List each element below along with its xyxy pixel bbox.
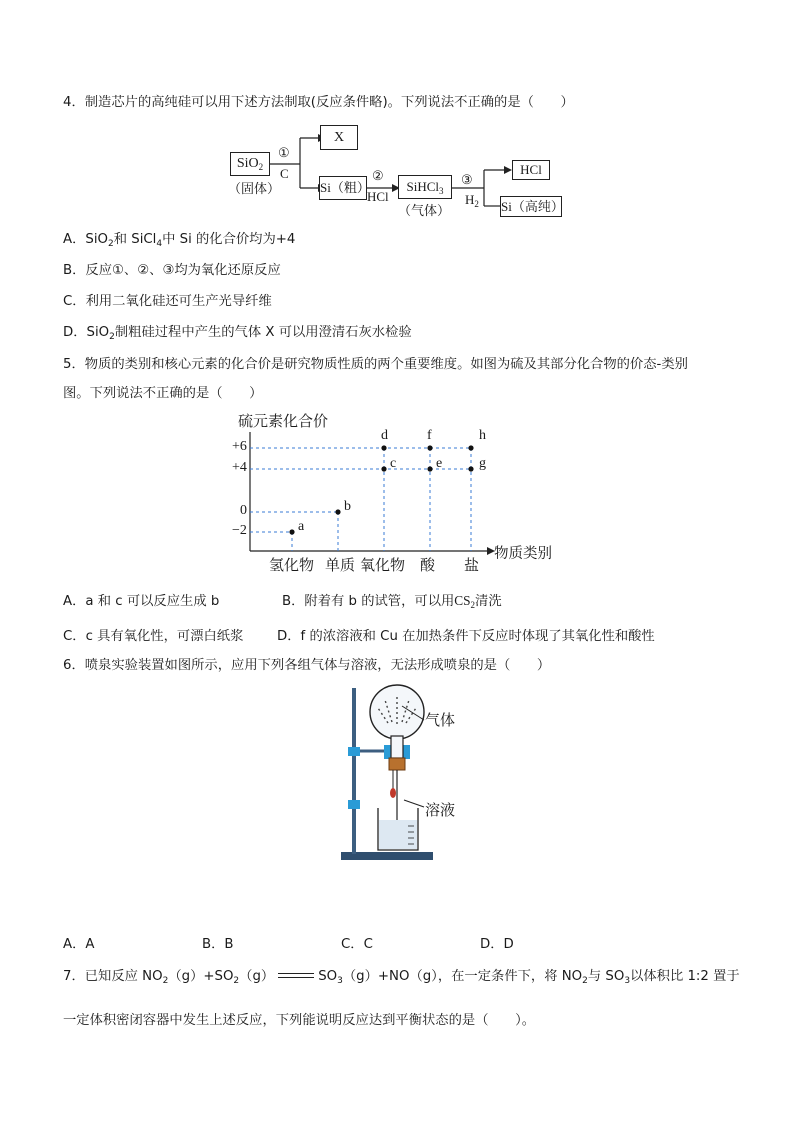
gas-label: 气体	[425, 713, 456, 729]
sihcl3-formula: SiHCl	[406, 179, 439, 194]
q7-sub3: 3	[337, 976, 343, 986]
sihcl3-subscript: 3	[439, 186, 444, 196]
chart-ylabel: 硫元素化合价	[238, 414, 329, 430]
q7-sub5: 3	[624, 976, 631, 986]
q7-sub2: 2	[233, 976, 240, 986]
y-tick-label: +6	[232, 439, 247, 454]
chart-xlabel: 物质类别	[494, 546, 552, 562]
y-tick-label: 0	[240, 503, 247, 518]
x-category-label: 单质	[325, 558, 356, 574]
equilibrium-arrow	[274, 971, 318, 981]
point-label-e: e	[436, 456, 443, 471]
sihcl3-state: （气体）	[398, 203, 451, 218]
q7-text-a: 7．已知反应 NO	[63, 969, 163, 984]
q7-text-f: 与 SO	[587, 969, 625, 984]
q6-option-d: D．D	[480, 937, 514, 952]
x-category-label: 盐	[464, 558, 480, 574]
q4-a-prefix: A．SiO	[63, 232, 108, 247]
x-category-label: 氢化物	[269, 558, 315, 574]
q5-b-sub: 2	[470, 600, 476, 610]
upper-clamp	[348, 747, 360, 756]
solution-label: 溶液	[425, 803, 456, 819]
step3-number: ③	[461, 172, 473, 187]
x-category-label: 酸	[420, 558, 436, 574]
q5-option-d: D．f 的浓溶液和 Cu 在加热条件下反应时体现了其氧化性和酸性	[277, 629, 655, 644]
hcl-box: HCl	[512, 160, 550, 180]
crude-si-box: Si（粗）	[319, 176, 367, 200]
q5-option-c: C．c 具有氧化性，可漂白纸浆	[63, 629, 244, 644]
step3-reagent-symbol: H	[465, 192, 475, 207]
q5-stem-line1: 5．物质的类别和核心元素的化合价是研究物质性质的两个重要维度。如图为硫及其部分化合物的价态-类别	[63, 357, 688, 372]
point-label-f: f	[427, 428, 432, 443]
step2-reagent: HCl	[367, 189, 389, 204]
point-label-h: h	[479, 428, 486, 443]
q4-stem: 4．制造芯片的高纯硅可以用下述方法制取(反应条件略)。下列说法不正确的是（ ）	[63, 95, 574, 110]
step1-reagent: C	[280, 166, 289, 181]
q4-option-b: B．反应①、②、③均为氧化还原反应	[63, 263, 281, 278]
q7-text-g: 以体积比 1:2 置于	[630, 969, 740, 984]
q4-a-mid: 和 SiCl	[113, 232, 157, 247]
q5-b-prefix: B．附着有 b 的试管，可以用	[282, 594, 455, 609]
dropper-bulb	[390, 788, 396, 798]
step3-reagent-subscript: 2	[474, 199, 479, 209]
q4-a-sub2: 4	[156, 239, 163, 249]
q4-a-sub1: 2	[108, 239, 114, 249]
q5-b-formula: CS	[454, 593, 471, 608]
product-x-box: X	[320, 125, 358, 150]
stand-rod	[352, 688, 356, 854]
q7-text-e: （g）+NO（g），在一定条件下，将 NO	[342, 969, 583, 984]
q7-text-c: （g）	[239, 969, 275, 984]
sio2-subscript: 2	[258, 162, 264, 172]
q6-option-a: A．A	[63, 937, 95, 952]
lower-clamp	[348, 800, 360, 809]
q5-b-tail: 清洗	[475, 594, 502, 609]
q7-line1	[63, 968, 740, 986]
step2-number: ②	[372, 168, 384, 183]
sio2-formula: SiO	[236, 156, 259, 171]
q6-option-b: B．B	[202, 937, 234, 952]
rubber-stopper	[389, 758, 405, 770]
x-category-label: 氧化物	[360, 558, 406, 574]
point-label-d: d	[381, 428, 388, 443]
q4-d-tail: 制粗硅过程中产生的气体 X 可以用澄清石灰水检验	[114, 325, 412, 340]
q6-stem: 6．喷泉实验装置如图所示，应用下列各组气体与溶液，无法形成喷泉的是（ ）	[63, 658, 551, 673]
solution-pointer	[404, 800, 424, 807]
point-label-g: g	[479, 456, 486, 471]
q7-text-d: SO	[318, 969, 338, 984]
step1-number: ①	[278, 145, 290, 160]
sio2-state: （固体）	[228, 181, 281, 196]
point-label-a: a	[298, 519, 305, 534]
y-tick-label: +4	[232, 460, 247, 475]
y-tick-label: −2	[232, 523, 247, 538]
q7-sub1: 2	[162, 976, 169, 986]
q4-d-sub: 2	[109, 332, 115, 342]
q5-stem-line2: 图。下列说法不正确的是（ ）	[63, 386, 263, 401]
point-label-c: c	[390, 456, 397, 471]
point-label-b: b	[344, 499, 351, 514]
q5-option-a: A．a 和 c 可以反应生成 b	[63, 594, 220, 609]
pure-si-box: Si（高纯）	[500, 196, 562, 217]
q6-option-c: C．C	[341, 937, 373, 952]
q7-sub4: 2	[582, 976, 588, 986]
q4-a-tail: 中 Si 的化合价均为+4	[162, 232, 296, 247]
q4-d-prefix: D．SiO	[63, 325, 110, 340]
q7-line2: 一定体积密闭容器中发生上述反应，下列能说明反应达到平衡状态的是（ ）。	[63, 1013, 536, 1028]
q7-text-b: （g）+SO	[168, 969, 234, 984]
q4-option-c: C．利用二氧化硅还可生产光导纤维	[63, 294, 272, 309]
beaker-solution	[379, 820, 417, 849]
flask-neck	[391, 736, 403, 758]
